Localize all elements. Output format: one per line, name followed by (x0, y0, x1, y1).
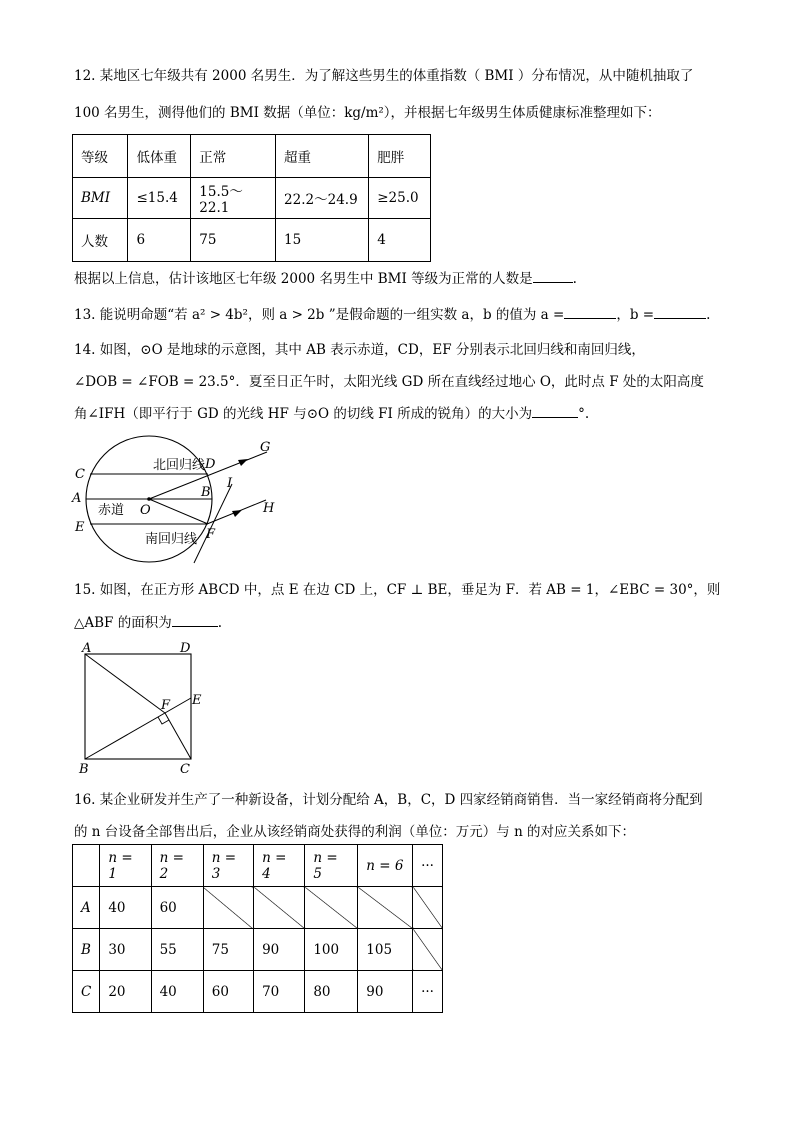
segment-af (85, 654, 165, 713)
profit-cell-empty (413, 929, 443, 971)
profit-cell: 90 (358, 971, 413, 1013)
q14-answer-blank[interactable] (532, 403, 578, 418)
profit-cell-empty (254, 887, 305, 929)
profit-cell: 60 (151, 887, 203, 929)
bmi-header-cell: 肥胖 (369, 135, 431, 178)
profit-header-cell: n = 2 (151, 845, 203, 887)
bmi-header-cell: 等级 (73, 135, 128, 178)
dealer-label: B (73, 929, 100, 971)
bmi-cell: 22.2～24.9 (276, 178, 369, 219)
q14-question-text: 角∠IFH（即平行于 GD 的光线 HF 与⊙O 的切线 FI 所成的锐角）的大小为 (74, 406, 533, 422)
profit-cell: ··· (413, 971, 443, 1013)
bmi-cell: ≥25.0 (369, 178, 431, 219)
bmi-table (72, 134, 431, 262)
north-tropic-label: 北回归线 (153, 458, 206, 473)
profit-cell: 105 (358, 929, 413, 971)
q12-question-text: 根据以上信息，估计该地区七年级 2000 名男生中 BMI 等级为正常的人数是 (74, 271, 533, 287)
profit-row-c (73, 971, 443, 1013)
bmi-header-cell: 低体重 (128, 135, 191, 178)
q12-line2: 100 名男生，测得他们的 BMI 数据（单位：kg/m²），并根据七年级男生体质健康标准整理如下： (74, 105, 661, 121)
point-a-label: A (82, 641, 92, 656)
q15-line2 (74, 612, 222, 633)
square-abcd (85, 654, 191, 759)
profit-header-corner (73, 845, 100, 887)
count-cell: 4 (369, 219, 431, 262)
south-tropic-label: 南回归线 (145, 532, 198, 547)
point-d-label: D (180, 641, 191, 656)
profit-cell: 90 (254, 929, 305, 971)
profit-header-cell: ··· (413, 845, 443, 887)
arrow-hf-icon (232, 510, 242, 517)
dealer-label: C (73, 971, 100, 1013)
q13-text-part3: . (706, 307, 711, 323)
point-c-label: C (180, 762, 190, 777)
q12-answer-blank[interactable] (533, 268, 573, 283)
profit-row-a (73, 887, 443, 929)
profit-header-cell: n = 3 (203, 845, 253, 887)
profit-cell: 100 (305, 929, 358, 971)
profit-header-cell: n = 5 (305, 845, 358, 887)
arrow-gd-icon (238, 459, 248, 466)
q12-line3 (74, 268, 577, 289)
profit-cell: 40 (100, 887, 151, 929)
point-a-label: A (72, 491, 82, 506)
profit-cell: 75 (203, 929, 253, 971)
q14-line3 (74, 403, 589, 424)
profit-row-b (73, 929, 443, 971)
point-b-label: B (201, 485, 211, 500)
bmi-header-cell: 超重 (276, 135, 369, 178)
q15-answer-blank[interactable] (172, 612, 218, 627)
equator-label: 赤道 (98, 503, 125, 518)
bmi-header-cell: 正常 (191, 135, 276, 178)
q14-line1: 14. 如图，⊙O 是地球的示意图，其中 AB 表示赤道，CD，EF 分别表示北回归线和南回归线， (74, 342, 645, 358)
q13-line (74, 304, 710, 325)
q16-line2: 的 n 台设备全部售出后，企业从该经销商处获得的利润（单位：万元）与 n 的对应关系如下： (74, 824, 636, 840)
bmi-row-label: BMI (73, 178, 128, 219)
q13-answer-blank-b[interactable] (654, 304, 706, 319)
profit-cell-empty (413, 887, 443, 929)
point-b-label: B (79, 762, 89, 777)
square-diagram (76, 640, 211, 778)
profit-cell-empty (305, 887, 358, 929)
profit-cell: 30 (100, 929, 151, 971)
q15-line1: 15. 如图，在正方形 ABCD 中，点 E 在边 CD 上，CF ⊥ BE，垂足为 F．若 AB = 1，∠EBC = 30°，则 (74, 582, 721, 598)
q13-text-part2: ，b = (616, 307, 655, 323)
q16-line1: 16. 某企业研发并生产了一种新设备，计划分配给 A，B，C，D 四家经销商销售．当一家经销商将分配到 (74, 792, 703, 808)
profit-cell: 60 (203, 971, 253, 1013)
profit-cell: 20 (100, 971, 151, 1013)
profit-header-cell: n = 1 (100, 845, 151, 887)
point-i-label: I (227, 476, 233, 491)
profit-cell: 70 (254, 971, 305, 1013)
count-cell: 6 (128, 219, 191, 262)
point-f-label: F (161, 698, 171, 713)
point-h-label: H (263, 501, 275, 516)
point-g-label: G (260, 440, 271, 455)
segment-be (85, 698, 191, 759)
point-f-label: F (206, 527, 216, 542)
profit-cell: 80 (305, 971, 358, 1013)
point-e-label: E (75, 520, 85, 535)
dealer-label: A (73, 887, 100, 929)
profit-cell: 55 (151, 929, 203, 971)
center-point (147, 497, 151, 501)
bmi-cell: 15.5～22.1 (191, 178, 276, 219)
count-cell: 15 (276, 219, 369, 262)
profit-header-cell: n = 6 (358, 845, 413, 887)
count-row-label: 人数 (73, 219, 128, 262)
point-o-label: O (140, 503, 151, 518)
point-c-label: C (75, 467, 85, 482)
profit-cell-empty (203, 887, 253, 929)
q15-end-mark: . (217, 615, 223, 631)
q14-line2: ∠DOB = ∠FOB = 23.5°．夏至日正午时，太阳光线 GD 所在直线经过地心 O，此时点 F 处的太阳高度 (74, 374, 704, 390)
earth-diagram (70, 432, 290, 567)
point-d-label: D (205, 457, 216, 472)
profit-cell-empty (358, 887, 413, 929)
q15-question-text: △ABF 的面积为 (74, 615, 172, 631)
q13-text-part1: 13. 能说明命题“若 a² > 4b²，则 a > 2b ”是假命题的一组实数 a，b 的值为 a = (74, 307, 565, 323)
q12-line1: 12. 某地区七年级共有 2000 名男生．为了解这些男生的体重指数（ BMI ）分布情况，从中随机抽取了 (74, 68, 694, 84)
point-e-label: E (192, 693, 202, 708)
q12-end-mark: . (572, 271, 577, 287)
bmi-cell: ≤15.4 (128, 178, 191, 219)
segment-of (149, 499, 208, 524)
profit-header-cell: n = 4 (254, 845, 305, 887)
q13-answer-blank-a[interactable] (564, 304, 616, 319)
profit-cell: 40 (151, 971, 203, 1013)
count-cell: 75 (191, 219, 276, 262)
q14-end-mark: °. (578, 406, 590, 422)
profit-table (72, 844, 443, 1013)
